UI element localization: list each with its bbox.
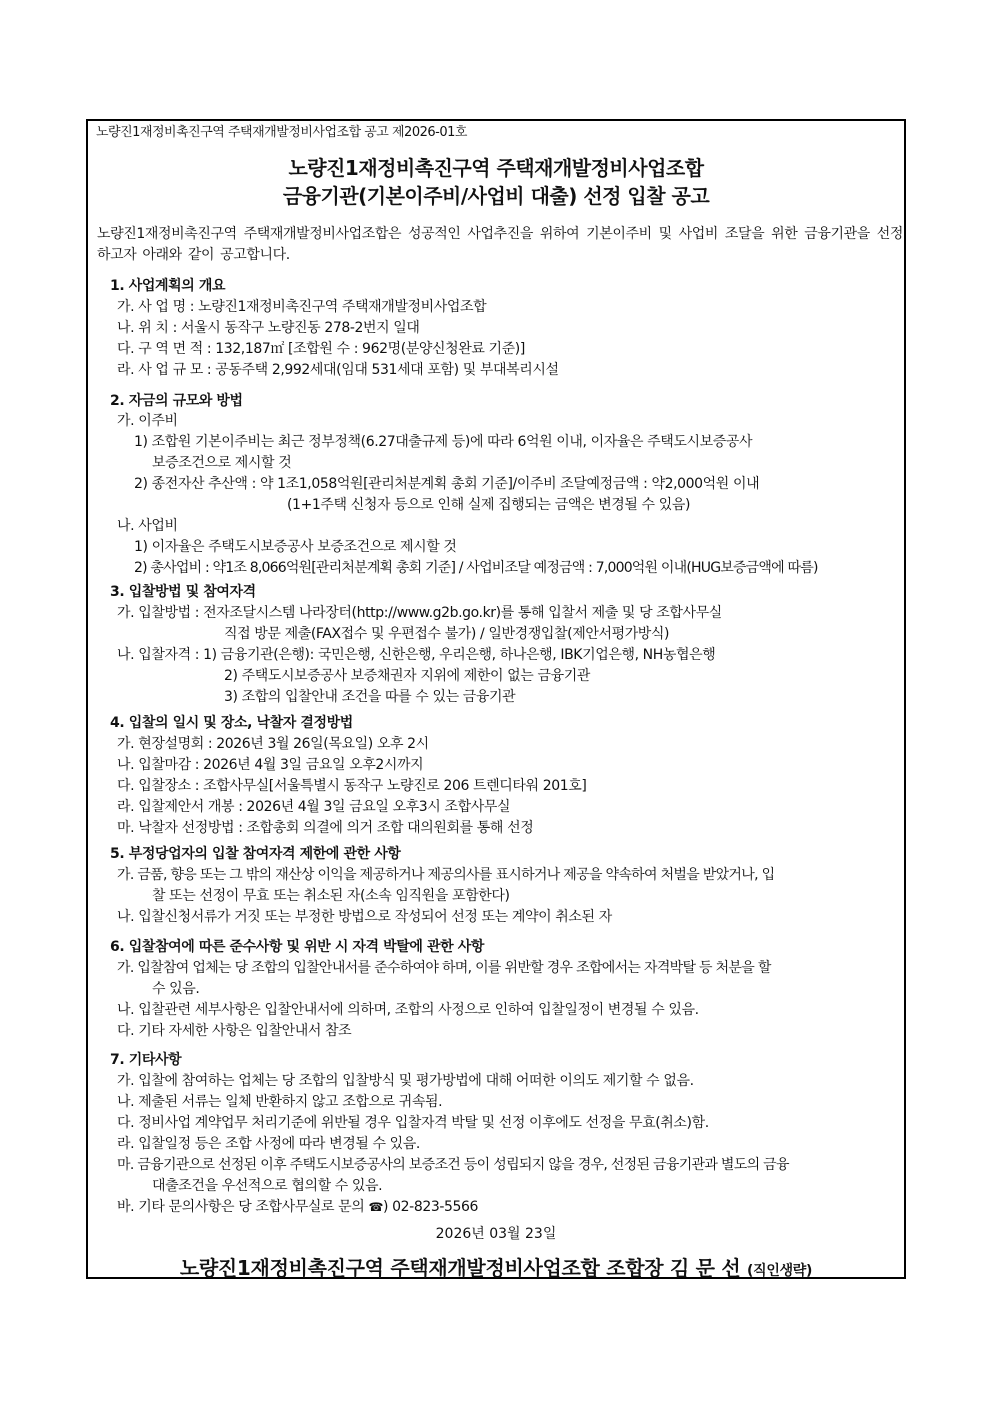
section-5-heading: 5. 부정당업자의 입찰 참여자격 제한에 관한 사항 bbox=[110, 846, 401, 862]
section-2-item: 2) 종전자산 추산액 : 약 1조1,058억원[관리처분계획 총회 기준]/이주비 조달예정금액 : 약2,000억원 이내 bbox=[134, 476, 760, 492]
section-7-item: 대출조건을 우선적으로 협의할 수 있음. bbox=[152, 1178, 383, 1194]
section-6-item: 다. 기타 자세한 사항은 입찰안내서 참조 bbox=[117, 1023, 352, 1039]
section-2-item: 보증조건으로 제시할 것 bbox=[152, 455, 292, 471]
section-1-item: 다. 구 역 면 적 : 132,187㎡ [조합원 수 : 962명(분양신청완료 기준)] bbox=[117, 341, 525, 357]
intro-paragraph: 노량진1재정비촉진구역 주택재개발정비사업조합은 성공적인 사업추진을 위하여 기본이주비 및 사업비 조달을 위한 금융기관을 선정하고자 아래와 같이 공고합니다. bbox=[97, 226, 903, 263]
section-6-heading: 6. 입찰참여에 따른 준수사항 및 위반 시 자격 박탈에 관한 사항 bbox=[110, 939, 484, 955]
section-7-item: 나. 제출된 서류는 일체 반환하지 않고 조합으로 귀속됨. bbox=[117, 1094, 443, 1110]
section-4-item: 나. 입찰마감 : 2026년 4월 3일 금요일 오후2시까지 bbox=[117, 757, 424, 773]
section-2-item: 가. 이주비 bbox=[117, 413, 178, 429]
section-6-item: 나. 입찰관련 세부사항은 입찰안내서에 의하며, 조합의 사정으로 인하여 입찰일정이 변경될 수 있음. bbox=[117, 1002, 699, 1018]
section-6-item: 수 있음. bbox=[152, 981, 200, 997]
contact-phone-number: ) 02-823-5566 bbox=[383, 1199, 479, 1215]
section-7-item: 마. 금융기관으로 선정된 이후 주택도시보증공사의 보증조건 등이 성립되지 않을 경우, 선정된 금융기관과 별도의 금융 bbox=[117, 1157, 789, 1173]
notice-date: 2026년 03월 23일 bbox=[435, 1226, 557, 1242]
section-2-item: 나. 사업비 bbox=[117, 518, 178, 534]
title-line-2: 금융기관(기본이주비/사업비 대출) 선정 입찰 공고 bbox=[282, 184, 710, 208]
signature-line bbox=[86, 1252, 906, 1281]
section-4-item: 다. 입찰장소 : 조합사무실[서울특별시 동작구 노량진로 206 트렌디타워 201호] bbox=[117, 778, 587, 794]
section-2-item: (1+1주택 신청자 등으로 인해 실제 집행되는 금액은 변경될 수 있음) bbox=[287, 497, 691, 513]
section-3-item: 2) 주택도시보증공사 보증채권자 지위에 제한이 없는 금융기관 bbox=[224, 668, 590, 684]
section-1-heading: 1. 사업계획의 개요 bbox=[110, 278, 226, 294]
section-2-item: 1) 이자율은 주택도시보증공사 보증조건으로 제시할 것 bbox=[134, 539, 457, 555]
section-7-item: 가. 입찰에 참여하는 업체는 당 조합의 입찰방식 및 평가방법에 대해 어떠한 이의도 제기할 수 없음. bbox=[117, 1073, 694, 1089]
section-7-contact-line bbox=[117, 1196, 478, 1216]
section-1-item: 나. 위 치 : 서울시 동작구 노량진동 278-2번지 일대 bbox=[117, 320, 420, 336]
section-3-item: 가. 입찰방법 : 전자조달시스템 나라장터(http://www.g2b.go.kr)를 통해 입찰서 제출 및 당 조합사무실 bbox=[117, 605, 722, 621]
notice-number: 노량진1재정비촉진구역 주택재개발정비사업조합 공고 제2026-01호 bbox=[96, 125, 467, 140]
section-2-item: 1) 조합원 기본이주비는 최근 정부정책(6.27대출규제 등)에 따라 6억원 이내, 이자율은 주택도시보증공사 bbox=[134, 434, 753, 450]
section-7-heading: 7. 기타사항 bbox=[110, 1052, 182, 1068]
section-4-item: 가. 현장설명회 : 2026년 3월 26일(목요일) 오후 2시 bbox=[117, 736, 429, 752]
section-2-item: 2) 총사업비 : 약1조 8,066억원[관리처분계획 총회 기준] / 사업비조달 예정금액 : 7,000억원 이내(HUG보증금액에 따름) bbox=[134, 560, 818, 576]
section-5-item: 가. 금품, 향응 또는 그 밖의 재산상 이익을 제공하거나 제공의사를 표시하거나 제공을 약속하여 처벌을 받았거나, 입 bbox=[117, 867, 775, 883]
section-6-item: 가. 입찰참여 업체는 당 조합의 입찰안내서를 준수하여야 하며, 이를 위반할 경우 조합에서는 자격박탈 등 처분을 할 bbox=[117, 960, 771, 976]
section-7-item: 바. 기타 문의사항은 당 조합사무실로 문의 bbox=[117, 1199, 365, 1215]
section-1-item: 가. 사 업 명 : 노량진1재정비촉진구역 주택재개발정비사업조합 bbox=[117, 299, 487, 315]
section-4-heading: 4. 입찰의 일시 및 장소, 낙찰자 결정방법 bbox=[110, 715, 353, 731]
section-5-item: 찰 또는 선정이 무효 또는 취소된 자(소속 임직원을 포함한다) bbox=[152, 888, 510, 904]
phone-icon: ☎ bbox=[368, 1200, 384, 1214]
section-4-item: 마. 낙찰자 선정방법 : 조합총회 의결에 의거 조합 대의원회를 통해 선정 bbox=[117, 820, 534, 836]
section-3-item: 직접 방문 제출(FAX접수 및 우편접수 불가) / 일반경쟁입찰(제안서평가방식) bbox=[224, 626, 670, 642]
section-2-heading: 2. 자금의 규모와 방법 bbox=[110, 393, 243, 409]
title-line-1: 노량진1재정비촉진구역 주택재개발정비사업조합 bbox=[288, 156, 704, 180]
seal-omitted-note: (직인생략) bbox=[747, 1263, 813, 1279]
section-7-item: 다. 정비사업 계약업무 처리기준에 위반될 경우 입찰자격 박탈 및 선정 이후에도 선정을 무효(취소)함. bbox=[117, 1115, 709, 1131]
section-3-heading: 3. 입찰방법 및 참여자격 bbox=[110, 584, 256, 600]
signature-name: 노량진1재정비촉진구역 주택재개발정비사업조합 조합장 김 문 선 bbox=[179, 1256, 741, 1280]
section-7-item: 라. 입찰일정 등은 조합 사정에 따라 변경될 수 있음. bbox=[117, 1136, 420, 1152]
section-3-item: 3) 조합의 입찰안내 조건을 따를 수 있는 금융기관 bbox=[224, 689, 516, 705]
section-4-item: 라. 입찰제안서 개봉 : 2026년 4월 3일 금요일 오후3시 조합사무실 bbox=[117, 799, 511, 815]
section-1-item: 라. 사 업 규 모 : 공동주택 2,992세대(임대 531세대 포함) 및 부대복리시설 bbox=[117, 362, 559, 378]
section-5-item: 나. 입찰신청서류가 거짓 또는 부정한 방법으로 작성되어 선정 또는 계약이 취소된 자 bbox=[117, 909, 612, 925]
section-3-item: 나. 입찰자격 : 1) 금융기관(은행): 국민은행, 신한은행, 우리은행, 하나은행, IBK기업은행, NH농협은행 bbox=[117, 647, 716, 663]
